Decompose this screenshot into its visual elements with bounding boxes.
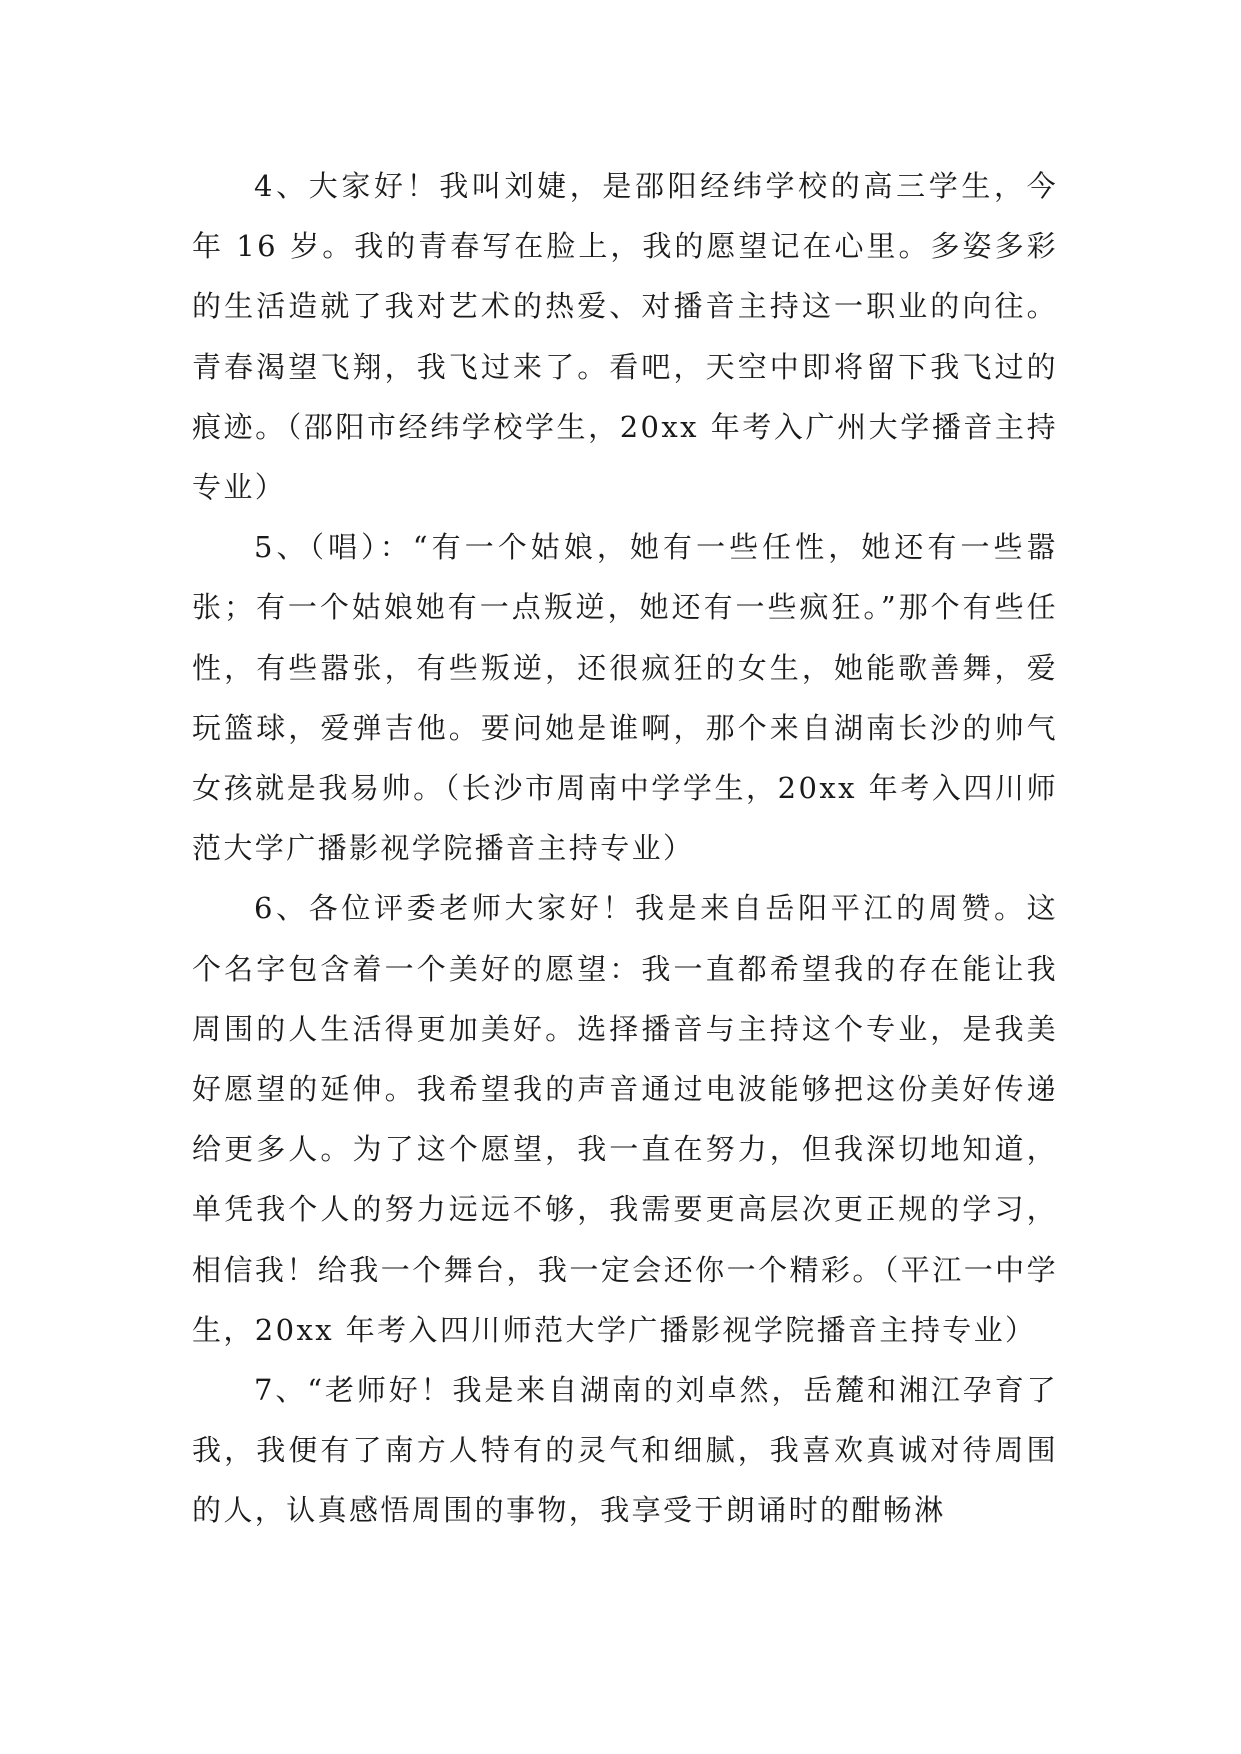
paragraph-7: 7、“老师好！我是来自湖南的刘卓然，岳麓和湘江孕育了我，我便有了南方人特有的灵气和细腻，我喜欢真诚对待周围的人，认真感悟周围的事物，我享受于朗诵时的酣畅淋 [192,1373,1058,1528]
paragraph-4: 4、大家好！我叫刘婕，是邵阳经纬学校的高三学生，今年 16 岁。我的青春写在脸上，我的愿望记在心里。多姿多彩的生活造就了我对艺术的热爱、对播音主持这一职业的向往。青春渴望飞翔，我飞过来了。看吧，天空中即将留下我飞过的痕迹。（邵阳市经纬学校学生，20xx 年考入广州大学播音主持专业） [192,169,1058,505]
paragraph-5: 5、（唱）：“有一个姑娘，她有一些任性，她还有一些嚣张；有一个姑娘她有一点叛逆，她还有一些疯狂。”那个有些任性，有些嚣张，有些叛逆，还很疯狂的女生，她能歌善舞，爱玩篮球，爱弹吉他。要问她是谁啊，那个来自湖南长沙的帅气女孩就是我易帅。（长沙市周南中学学生，20xx 年考入四川师范大学广播影视学院播音主持专业） [192,530,1058,866]
paragraph-6: 6、各位评委老师大家好！我是来自岳阳平江的周赞。这个名字包含着一个美好的愿望：我一直都希望我的存在能让我周围的人生活得更加美好。选择播音与主持这个专业，是我美好愿望的延伸。我希望我的声音通过电波能够把这份美好传递给更多人。为了这个愿望，我一直在努力，但我深切地知道，单凭我个人的努力远远不够，我需要更高层次更正规的学习，相信我！给我一个舞台，我一定会还你一个精彩。（平江一中学生，20xx 年考入四川师范大学广播影视学院播音主持专业） [192,891,1058,1347]
document-body [192,156,1058,1541]
